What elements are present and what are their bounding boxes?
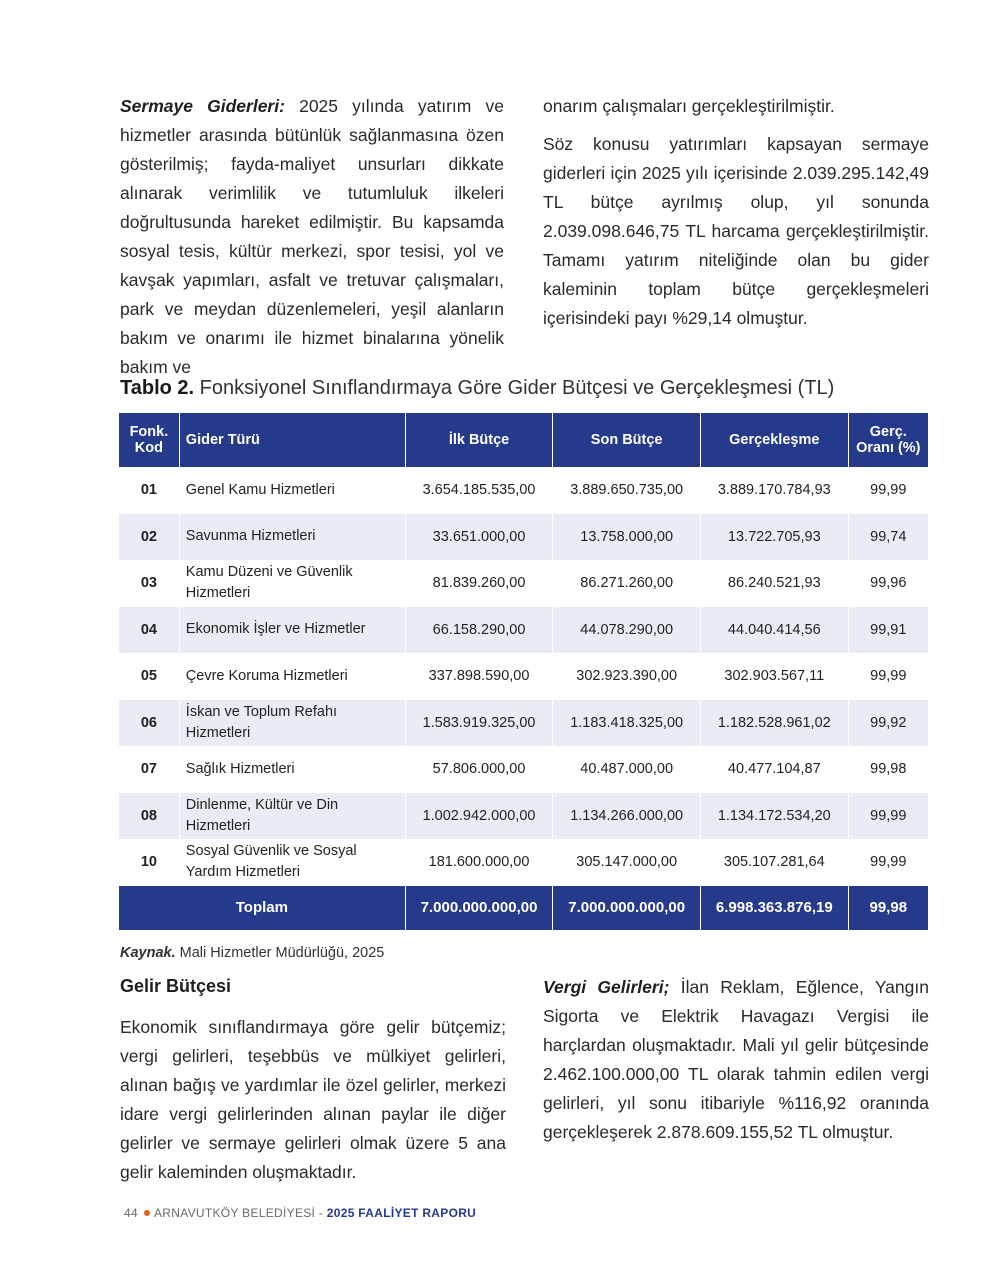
row-final: 44.078.290,00 bbox=[553, 607, 701, 654]
row-final: 13.758.000,00 bbox=[553, 514, 701, 561]
table-row bbox=[119, 746, 929, 793]
row-initial: 33.651.000,00 bbox=[405, 514, 553, 561]
row-type: Ekonomik İşler ve Hizmetler bbox=[179, 607, 405, 654]
row-final: 302.923.390,00 bbox=[553, 653, 701, 700]
page-footer bbox=[124, 1206, 476, 1220]
table-row bbox=[119, 560, 929, 607]
row-final: 1.183.418.325,00 bbox=[553, 700, 701, 747]
row-rate: 99,99 bbox=[848, 793, 928, 840]
header-rate: Gerç. Oranı (%) bbox=[848, 413, 928, 467]
row-actual: 1.134.172.534,20 bbox=[700, 793, 848, 840]
row-initial: 337.898.590,00 bbox=[405, 653, 553, 700]
continuation-line: onarım çalışmaları gerçekleştirilmiştir. bbox=[543, 96, 835, 116]
row-code: 01 bbox=[119, 467, 179, 514]
row-rate: 99,92 bbox=[848, 700, 928, 747]
row-rate: 99,91 bbox=[848, 607, 928, 654]
table-row bbox=[119, 467, 929, 514]
capital-expenses-continuation bbox=[543, 92, 929, 333]
row-code: 10 bbox=[119, 839, 179, 886]
tax-revenue-paragraph bbox=[543, 973, 929, 1147]
row-actual: 305.107.281,64 bbox=[700, 839, 848, 886]
row-type: Kamu Düzeni ve Güvenlik Hizmetleri bbox=[179, 560, 405, 607]
header-actual: Gerçekleşme bbox=[700, 413, 848, 467]
row-actual: 3.889.170.784,93 bbox=[700, 467, 848, 514]
row-rate: 99,99 bbox=[848, 653, 928, 700]
total-initial: 7.000.000.000,00 bbox=[405, 886, 553, 930]
table-title-label: Tablo 2. bbox=[120, 377, 195, 399]
row-initial: 1.583.919.325,00 bbox=[405, 700, 553, 747]
row-type: Savunma Hizmetleri bbox=[179, 514, 405, 561]
row-rate: 99,96 bbox=[848, 560, 928, 607]
table-row bbox=[119, 514, 929, 561]
table-row bbox=[119, 793, 929, 840]
row-rate: 99,98 bbox=[848, 746, 928, 793]
capital-expenses-paragraph bbox=[120, 92, 504, 382]
tax-revenue-lead: Vergi Gelirleri; bbox=[543, 977, 670, 997]
row-initial: 1.002.942.000,00 bbox=[405, 793, 553, 840]
revenue-text: Ekonomik sınıflandırmaya göre gelir bütçemiz; vergi gelirleri, teşebbüs ve mülkiyet gelirleri, alınan bağış ve yardımlar ile özel gelirler, merkezi idare vergi gelirlerinden alınan paylar ile diğer gelirler ve sermaye gelirleri olmak üzere 5 ana gelir kaleminden oluşmaktadır. bbox=[120, 1017, 506, 1182]
capital-expenses-text: 2025 yılında yatırım ve hizmetler arasında bütünlük sağlanmasına özen gösterilmiş; fayda-maliyet unsurları dikkate alınarak verimlilik ve tutumluluk ilkeleri doğrultusunda hareket edilmiştir. Bu kapsamda sosyal tesis, kültür merkezi, spor tesisi, yol ve kavşak yapımları, asfalt ve tretuvar çalışmaları, park ve meydan düzenlemeleri, yeşil alanların bakım ve onarımı ile hizmet binalarına yönelik bakım ve bbox=[120, 96, 504, 377]
table-title bbox=[120, 377, 834, 400]
row-actual: 44.040.414,56 bbox=[700, 607, 848, 654]
row-actual: 1.182.528.961,02 bbox=[700, 700, 848, 747]
source-text: Mali Hizmetler Müdürlüğü, 2025 bbox=[175, 945, 385, 961]
bullet-dot-icon bbox=[144, 1210, 150, 1216]
table-row bbox=[119, 700, 929, 747]
table-total-row bbox=[119, 886, 929, 930]
row-initial: 57.806.000,00 bbox=[405, 746, 553, 793]
row-code: 02 bbox=[119, 514, 179, 561]
row-actual: 302.903.567,11 bbox=[700, 653, 848, 700]
total-actual: 6.998.363.876,19 bbox=[700, 886, 848, 930]
header-code: Fonk. Kod bbox=[119, 413, 179, 467]
row-code: 04 bbox=[119, 607, 179, 654]
header-final-budget: Son Bütçe bbox=[553, 413, 701, 467]
row-type: Genel Kamu Hizmetleri bbox=[179, 467, 405, 514]
row-actual: 40.477.104,87 bbox=[700, 746, 848, 793]
row-code: 03 bbox=[119, 560, 179, 607]
total-rate: 99,98 bbox=[848, 886, 928, 930]
row-rate: 99,99 bbox=[848, 467, 928, 514]
page-number: 44 bbox=[124, 1206, 138, 1220]
row-final: 305.147.000,00 bbox=[553, 839, 701, 886]
row-final: 86.271.260,00 bbox=[553, 560, 701, 607]
row-initial: 3.654.185.535,00 bbox=[405, 467, 553, 514]
source-label: Kaynak. bbox=[120, 945, 176, 961]
row-code: 07 bbox=[119, 746, 179, 793]
row-rate: 99,99 bbox=[848, 839, 928, 886]
row-actual: 13.722.705,93 bbox=[700, 514, 848, 561]
row-final: 40.487.000,00 bbox=[553, 746, 701, 793]
header-initial-budget: İlk Bütçe bbox=[405, 413, 553, 467]
row-rate: 99,74 bbox=[848, 514, 928, 561]
table-row bbox=[119, 839, 929, 886]
header-type: Gider Türü bbox=[179, 413, 405, 467]
table-source bbox=[120, 945, 384, 961]
row-type: Çevre Koruma Hizmetleri bbox=[179, 653, 405, 700]
table-header-row bbox=[119, 413, 929, 467]
expense-budget-table bbox=[119, 413, 929, 930]
table-title-text: Fonksiyonel Sınıflandırmaya Göre Gider Bütçesi ve Gerçekleşmesi (TL) bbox=[194, 377, 835, 399]
row-actual: 86.240.521,93 bbox=[700, 560, 848, 607]
total-label: Toplam bbox=[119, 886, 405, 930]
row-code: 08 bbox=[119, 793, 179, 840]
row-initial: 66.158.290,00 bbox=[405, 607, 553, 654]
table-row bbox=[119, 653, 929, 700]
tax-revenue-text: İlan Reklam, Eğlence, Yangın Sigorta ve Elektrik Havagazı Vergisi ile harçlardan oluşmaktadır. Mali yıl gelir bütçesinde 2.462.100.000,00 TL olarak tahmin edilen vergi gelirleri, yıl sonu itibariyle %116,92 oranında gerçekleşerek 2.878.609.155,52 TL olmuştur. bbox=[543, 977, 929, 1142]
total-final: 7.000.000.000,00 bbox=[553, 886, 701, 930]
revenue-heading: Gelir Bütçesi bbox=[120, 976, 232, 996]
capital-budget-paragraph: Söz konusu yatırımları kapsayan sermaye giderleri için 2025 yılı içerisinde 2.039.295.142,49 TL bütçe ayrılmış olup, yıl sonunda 2.039.098.646,75 TL harcama gerçekleştirilmiştir. Tamamı yatırım niteliğinde olan bu gider kaleminin toplam bütçe gerçekleşmeleri içerisindeki payı %29,14 olmuştur. bbox=[543, 134, 929, 328]
row-initial: 81.839.260,00 bbox=[405, 560, 553, 607]
capital-expenses-lead: Sermaye Giderleri: bbox=[120, 96, 285, 116]
row-type: Sağlık Hizmetleri bbox=[179, 746, 405, 793]
row-code: 05 bbox=[119, 653, 179, 700]
table-row bbox=[119, 607, 929, 654]
footer-org: ARNAVUTKÖY BELEDİYESİ bbox=[153, 1206, 316, 1220]
row-initial: 181.600.000,00 bbox=[405, 839, 553, 886]
row-code: 06 bbox=[119, 700, 179, 747]
row-final: 3.889.650.735,00 bbox=[553, 467, 701, 514]
row-type: Sosyal Güvenlik ve Sosyal Yardım Hizmetleri bbox=[179, 839, 405, 886]
footer-report-title: 2025 FAALİYET RAPORU bbox=[326, 1206, 477, 1220]
revenue-paragraph bbox=[120, 1013, 506, 1187]
row-type: İskan ve Toplum Refahı Hizmetleri bbox=[179, 700, 405, 747]
row-type: Dinlenme, Kültür ve Din Hizmetleri bbox=[179, 793, 405, 840]
row-final: 1.134.266.000,00 bbox=[553, 793, 701, 840]
footer-separator: - bbox=[318, 1206, 324, 1220]
